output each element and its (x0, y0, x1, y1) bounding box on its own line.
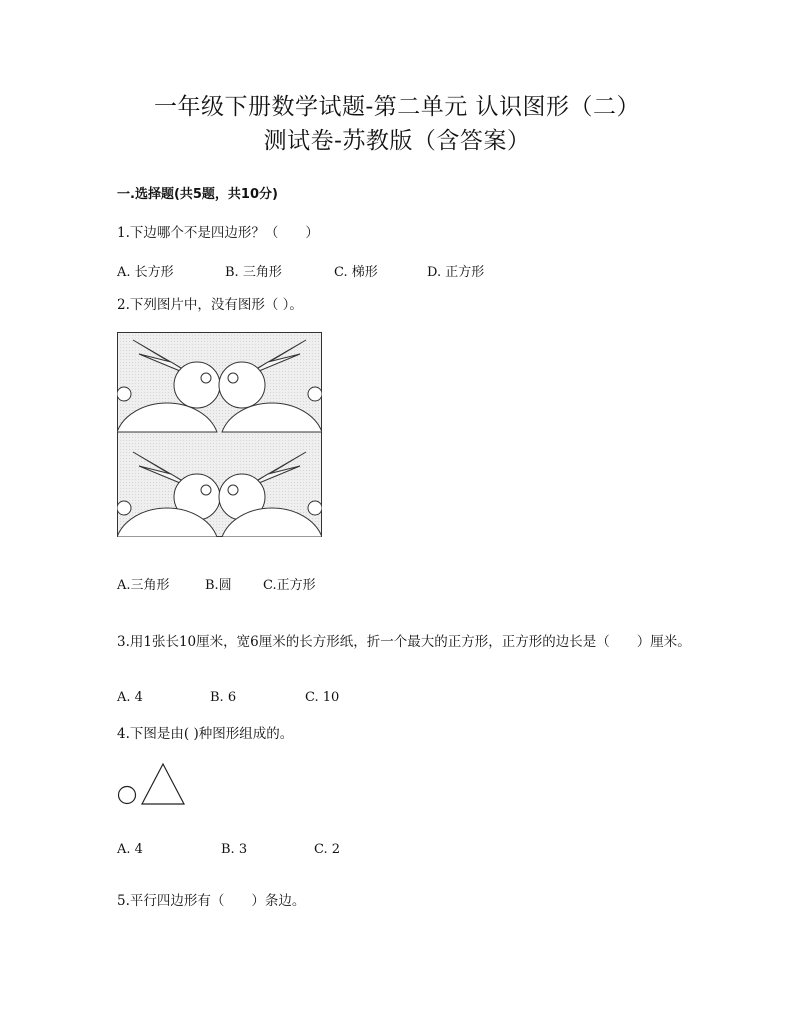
circle-triangle-figure (116, 762, 186, 806)
option-c[interactable]: C.正方形 (263, 578, 316, 593)
option-b[interactable]: B. 3 (221, 842, 248, 857)
option-a[interactable]: A. 4 (117, 690, 143, 705)
option-b[interactable]: B. 6 (210, 690, 237, 705)
option-a[interactable]: A. 4 (117, 842, 143, 857)
triangle-shape (142, 764, 184, 804)
page-title: 一年级下册数学试题-第二单元 认识图形（二） (153, 94, 641, 120)
option-a[interactable]: A. 长方形 (117, 265, 174, 280)
section-heading: 一.选择题(共5题，共10分) (117, 187, 278, 202)
option-d[interactable]: D. 正方形 (427, 265, 485, 280)
option-c[interactable]: C. 10 (305, 690, 340, 705)
option-c[interactable]: C. 梯形 (334, 265, 378, 280)
option-b[interactable]: B. 三角形 (225, 265, 282, 280)
question-4-stem: 4.下图是由( )种图形组成的。 (117, 726, 294, 742)
question-5-stem: 5.平行四边形有（ ）条边。 (117, 893, 306, 909)
question-2-stem: 2.下列图片中，没有图形（ ）。 (117, 297, 303, 313)
option-a[interactable]: A.三角形 (117, 578, 170, 593)
option-c[interactable]: C. 2 (314, 842, 341, 857)
page-subtitle: 测试卷-苏教版（含答案） (263, 128, 531, 154)
question-1-stem: 1.下边哪个不是四边形？（ ） (117, 225, 319, 241)
question-3-stem: 3.用1张长10厘米，宽6厘米的长方形纸，折一个最大的正方形，正方形的边长是（ ）厘米。 (117, 634, 691, 650)
option-b[interactable]: B.圆 (205, 578, 232, 593)
rabbit-figure (117, 332, 322, 537)
circle-shape (119, 787, 136, 804)
